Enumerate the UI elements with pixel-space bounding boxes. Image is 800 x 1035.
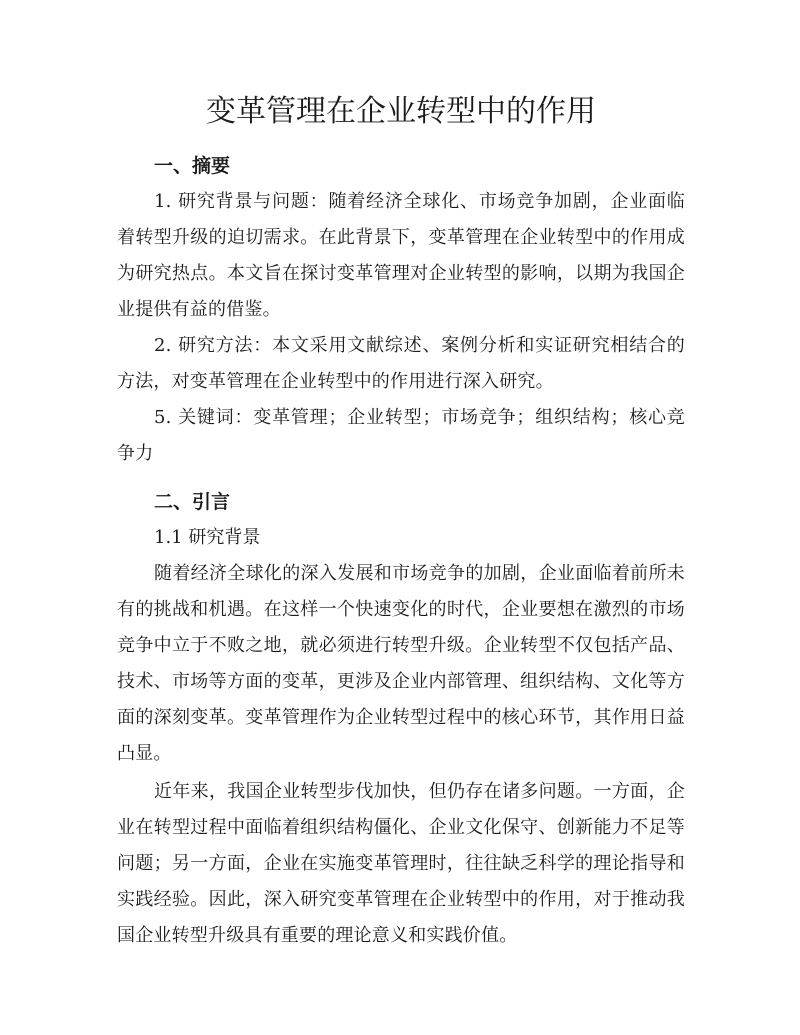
intro-paragraph-2: 近年来，我国企业转型步伐加快，但仍存在诸多问题。一方面，企业在转型过程中面临着组织结构僵化、企业文化保守、创新能力不足等问题；另一方面，企业在实施变革管理时，往往缺乏科学的理论指导和实践经验。因此，深入研究变革管理在企业转型中的作用，对于推动我国企业转型升级具有重要的理论意义和实践价值。 bbox=[117, 781, 685, 946]
document-page bbox=[117, 88, 685, 954]
abstract-paragraph-keywords: 5. 关键词：变革管理；企业转型；市场竞争；组织结构；核心竞争力 bbox=[117, 407, 685, 464]
section-heading-abstract: 一、摘要 bbox=[154, 155, 231, 177]
abstract-paragraph-background: 1. 研究背景与问题：随着经济全球化、市场竞争加剧，企业面临着转型升级的迫切需求。在此背景下，变革管理在企业转型中的作用成为研究热点。本文旨在探讨变革管理对企业转型的影响，以期为我国企业提供有益的借鉴。 bbox=[117, 191, 685, 320]
document-title: 变革管理在企业转型中的作用 bbox=[206, 94, 596, 129]
intro-paragraph-1: 随着经济全球化的深入发展和市场竞争的加剧，企业面临着前所未有的挑战和机遇。在这样一个快速变化的时代，企业要想在激烈的市场竞争中立于不败之地，就必须进行转型升级。企业转型不仅包括产品、技术、市场等方面的变革，更涉及企业内部管理、组织结构、文化等方面的深刻变革。变革管理作为企业转型过程中的核心环节，其作用日益凸显。 bbox=[117, 563, 685, 764]
abstract-paragraph-methods: 2. 研究方法：本文采用文献综述、案例分析和实证研究相结合的方法，对变革管理在企业转型中的作用进行深入研究。 bbox=[117, 335, 685, 392]
section-heading-intro: 二、引言 bbox=[154, 491, 231, 513]
subsection-heading-background: 1.1 研究背景 bbox=[154, 527, 261, 548]
